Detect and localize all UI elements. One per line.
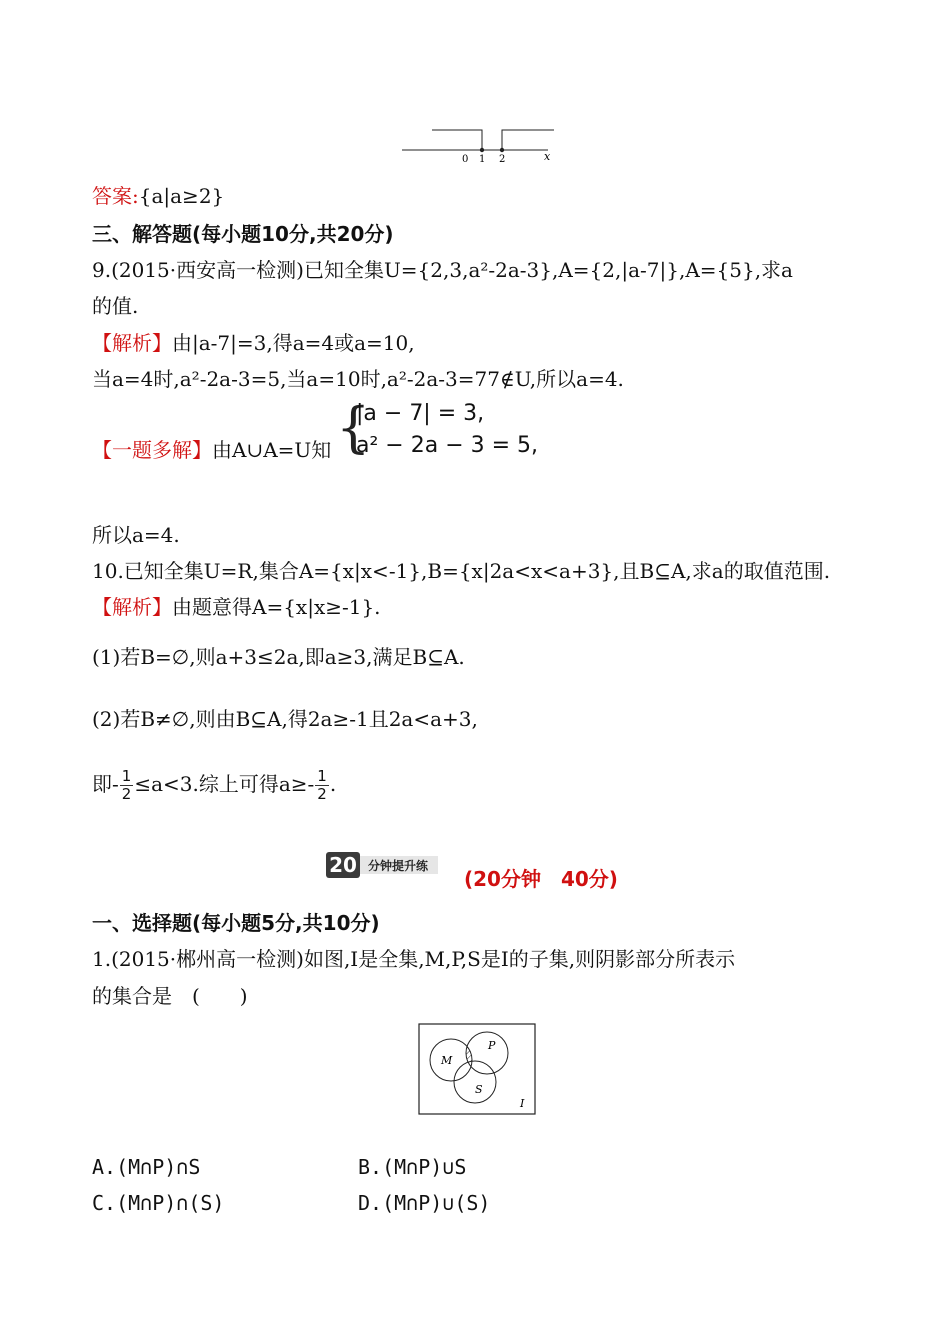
fraction-one-half bbox=[120, 768, 134, 803]
option-a[interactable]: A.(M∩P)∩S bbox=[92, 1155, 201, 1179]
tick-label-2: 2 bbox=[499, 154, 506, 165]
q9-alt-solution bbox=[92, 437, 331, 463]
q9-alt-text: 由A∪A=U知 bbox=[212, 438, 332, 462]
fraction-denominator: 2 bbox=[121, 785, 132, 803]
badge-number: 20 bbox=[326, 852, 360, 878]
q9-alt-tag: 【一题多解】 bbox=[92, 438, 212, 462]
venn-label-s: S bbox=[475, 1083, 483, 1096]
answer-line bbox=[92, 183, 224, 209]
option-b[interactable]: B.(M∩P)∪S bbox=[358, 1155, 467, 1179]
axis-label-x: x bbox=[544, 150, 551, 163]
badge-label: 分钟提升练 bbox=[360, 856, 438, 874]
q9-line-2: 的值. bbox=[92, 294, 139, 318]
q9-line-1: 9.(2015·西安高一检测)已知全集U={2,3,a²-2a-3},A={2,|a-7|},A={5},求a bbox=[92, 258, 793, 282]
tick-label-0: 0 bbox=[462, 154, 469, 165]
q10-final-prefix: 即 bbox=[92, 772, 112, 796]
q10-line-1: 10.已知全集U=R,集合A={x|x<-1},B={x|2a<x<a+3},且B⊆A,求a的取值范围. bbox=[92, 559, 831, 583]
equation-system bbox=[356, 398, 538, 462]
twenty-minute-badge bbox=[326, 852, 438, 878]
equation-1: |a − 7| = 3, bbox=[356, 401, 485, 426]
equation-brace: { bbox=[336, 396, 371, 459]
venn-label-i: I bbox=[520, 1097, 525, 1110]
q1-line-1: 1.(2015·郴州高一检测)如图,I是全集,M,P,S是I的子集,则阴影部分所表示 bbox=[92, 947, 736, 971]
q10-final bbox=[92, 768, 336, 803]
answer-label: 答案: bbox=[92, 184, 139, 208]
fraction-numerator: 1 bbox=[121, 767, 132, 785]
q10-case-2: (2)若B≠∅,则由B⊆A,得2a≥-1且2a<a+3, bbox=[92, 707, 478, 731]
q10-case-1: (1)若B=∅,则a+3≤2a,即a≥3,满足B⊆A. bbox=[92, 645, 465, 669]
venn-label-p: P bbox=[488, 1039, 496, 1052]
fraction-numerator-2: 1 bbox=[317, 767, 327, 785]
q1-line-2: 的集合是 ( ) bbox=[92, 984, 248, 1008]
answer-text: {a|a≥2} bbox=[138, 184, 225, 208]
q10-analysis-tag: 【解析】 bbox=[92, 595, 172, 619]
badge-time: (20分钟 40分) bbox=[464, 867, 618, 891]
minus-sign-2: - bbox=[307, 772, 315, 796]
fraction-denominator-2: 2 bbox=[317, 785, 327, 803]
q10-analysis-text: 由题意得A={x|x≥-1}. bbox=[172, 595, 381, 619]
venn-diagram bbox=[418, 1023, 536, 1115]
option-c[interactable]: C.(M∩P)∩(S) bbox=[92, 1191, 225, 1215]
q10-final-mid: ≤a<3.综上可得a≥ bbox=[134, 772, 308, 796]
section-3-title: 三、解答题(每小题10分,共20分) bbox=[92, 222, 394, 246]
q9-line-4: 当a=4时,a²-2a-3=5,当a=10时,a²-2a-3=77∉U,所以a=4. bbox=[92, 367, 624, 391]
q9-analysis bbox=[92, 330, 415, 356]
fraction-one-half-2 bbox=[315, 768, 329, 803]
number-line-figure bbox=[398, 122, 568, 166]
tick-label-1: 1 bbox=[479, 154, 486, 165]
q10-analysis bbox=[92, 594, 381, 620]
section-1-title: 一、选择题(每小题5分,共10分) bbox=[92, 911, 380, 935]
q9-analysis-tag: 【解析】 bbox=[92, 331, 172, 355]
q9-analysis-text: 由|a-7|=3,得a=4或a=10, bbox=[172, 331, 415, 355]
minus-sign: - bbox=[112, 772, 119, 796]
option-d[interactable]: D.(M∩P)∪(S) bbox=[358, 1191, 491, 1215]
equation-2: a² − 2a − 3 = 5, bbox=[356, 433, 539, 458]
q9-conclusion: 所以a=4. bbox=[92, 523, 180, 547]
q10-final-end: . bbox=[329, 772, 337, 796]
venn-label-m: M bbox=[441, 1054, 453, 1067]
